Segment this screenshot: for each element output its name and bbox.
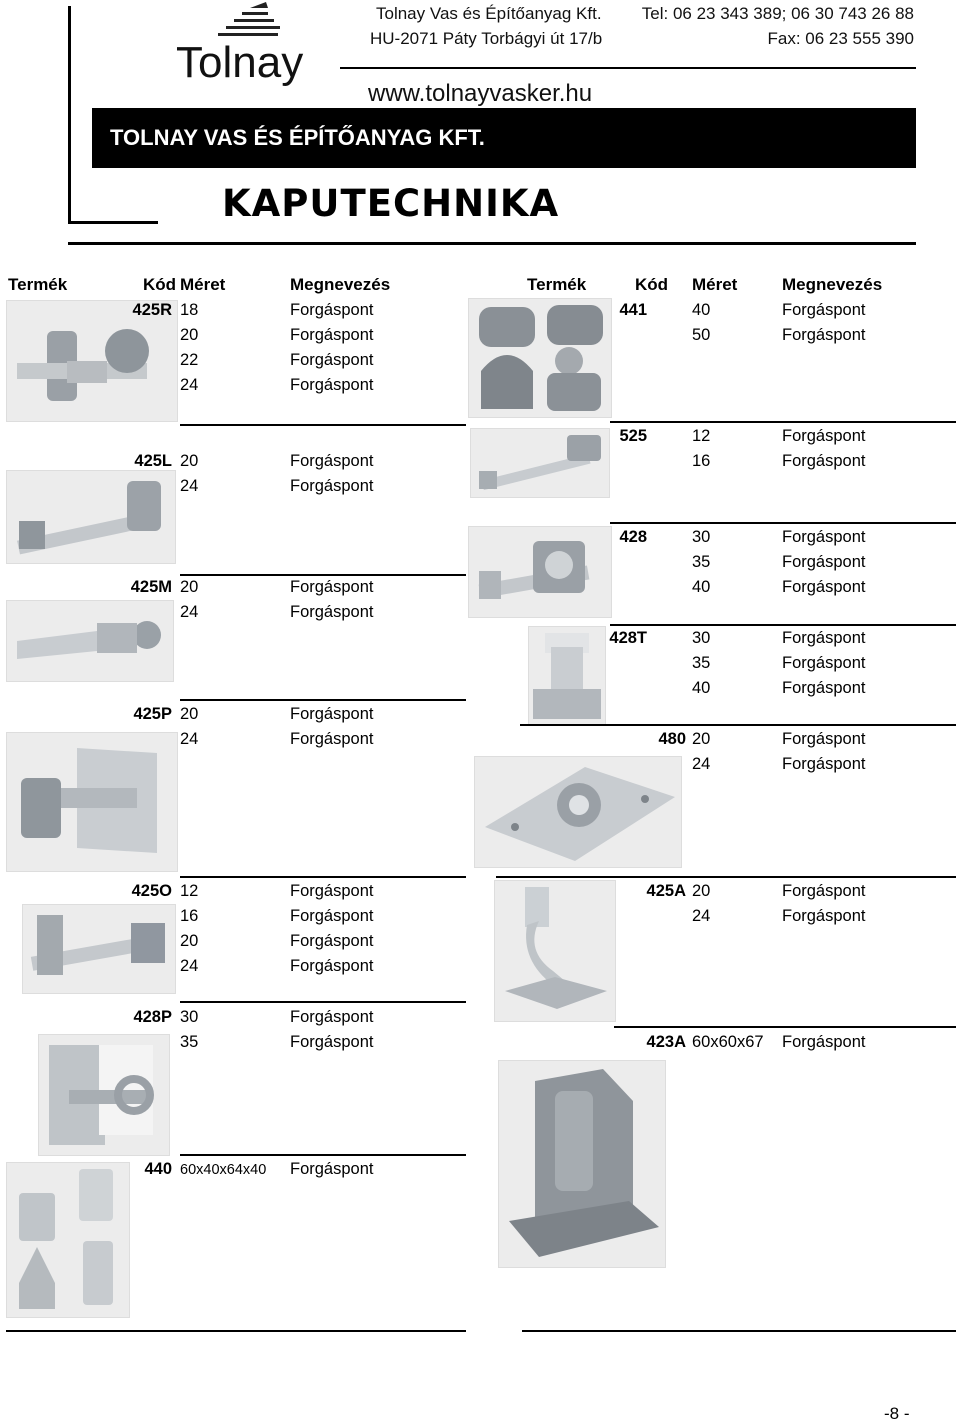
product-image-425L [6,470,176,564]
size-cell: 20 [180,932,199,950]
name-cell: Forgáspont [782,326,866,344]
col-header-size-right: Méret [692,275,738,294]
name-cell: Forgáspont [290,301,374,319]
row-divider [610,522,956,524]
name-cell: Forgáspont [290,1008,374,1026]
col-header-name-right: Megnevezés [782,275,883,294]
name-cell: Forgáspont [290,932,374,950]
category-title: KAPUTECHNIKA [222,182,560,225]
name-cell: Forgáspont [782,301,866,319]
name-cell: Forgáspont [290,907,374,925]
product-code-428: 428 [619,528,647,546]
product-image-423A [498,1060,666,1268]
product-image-425O [22,904,176,994]
row-divider [610,421,956,423]
fax-number: Fax: 06 23 555 390 [767,29,914,48]
size-cell: 30 [692,528,711,546]
name-cell: Forgáspont [782,578,866,596]
name-cell: Forgáspont [782,452,866,470]
company-name: Tolnay Vas és Építőanyag Kft. [376,4,602,23]
col-header-code-right: Kód [635,275,669,294]
product-image-425P [6,732,178,872]
name-cell: Forgáspont [782,654,866,672]
name-cell: Forgáspont [782,629,866,647]
header-divider [340,67,916,69]
size-cell: 20 [692,882,711,900]
row-divider [6,1330,466,1332]
size-cell: 24 [180,376,199,394]
size-cell: 20 [180,326,199,344]
page-number: -8 - [884,1404,910,1423]
website-link[interactable]: www.tolnayvasker.hu [368,80,593,107]
category-underline [68,242,916,245]
size-cell: 20 [692,730,711,748]
frame-left-border [68,6,71,224]
col-header-name: Megnevezés [290,275,391,294]
size-cell: 35 [692,553,711,571]
phone-number: Tel: 06 23 343 389; 06 30 743 26 88 [641,4,914,23]
name-cell: Forgáspont [290,351,374,369]
product-image-428P [38,1034,170,1156]
size-cell: 24 [180,730,199,748]
company-logo [172,0,342,86]
size-cell: 12 [692,427,711,445]
size-cell: 35 [180,1033,199,1051]
name-cell: Forgáspont [782,1033,866,1051]
size-cell: 40 [692,301,711,319]
product-image-425A [494,880,616,1022]
size-cell: 24 [180,477,199,495]
name-cell: Forgáspont [290,730,374,748]
row-divider [522,1330,956,1332]
product-code-428T: 428T [609,629,647,647]
name-cell: Forgáspont [782,907,866,925]
col-header-product-right: Termék [527,275,587,294]
size-cell: 22 [180,351,199,369]
size-cell: 20 [180,705,199,723]
size-cell: 20 [180,452,199,470]
product-code-440: 440 [144,1160,172,1178]
size-cell: 24 [692,755,711,773]
name-cell: Forgáspont [782,679,866,697]
name-cell: Forgáspont [290,957,374,975]
product-code-423A: 423A [646,1033,686,1051]
product-image-425M [6,600,174,682]
product-code-525: 525 [619,427,647,445]
name-cell: Forgáspont [290,477,374,495]
col-header-product: Termék [8,275,68,294]
company-banner [92,108,916,168]
row-divider [180,574,466,576]
product-code-425A: 425A [646,882,686,900]
size-cell: 20 [180,578,199,596]
col-header-size: Méret [180,275,226,294]
size-cell: 16 [180,907,199,925]
product-code-425P: 425P [133,705,172,723]
name-cell: Forgáspont [290,882,374,900]
row-divider [180,1154,466,1156]
logo-text: Tolnay [176,38,304,87]
col-header-code: Kód [143,275,177,294]
product-code-425M: 425M [130,578,172,596]
product-code-480: 480 [658,730,686,748]
size-cell: 40 [692,578,711,596]
name-cell: Forgáspont [290,603,374,621]
banner-text: TOLNAY VAS ÉS ÉPÍTŐANYAG KFT. [110,125,485,150]
name-cell: Forgáspont [782,528,866,546]
name-cell: Forgáspont [782,882,866,900]
product-image-440 [6,1162,130,1318]
name-cell: Forgáspont [290,1160,374,1178]
size-cell: 24 [180,957,199,975]
size-cell: 24 [180,603,199,621]
size-cell: 60x40x64x40 [180,1162,267,1178]
size-cell: 24 [692,907,711,925]
row-divider [180,699,466,701]
frame-bottom-border [68,221,158,224]
name-cell: Forgáspont [290,578,374,596]
row-divider [496,876,956,878]
name-cell: Forgáspont [782,553,866,571]
size-cell: 30 [180,1008,199,1026]
name-cell: Forgáspont [782,730,866,748]
address: HU-2071 Páty Torbágyi út 17/b [370,29,603,48]
product-code-425R: 425R [132,301,172,319]
row-divider [610,624,956,626]
size-cell: 30 [692,629,711,647]
size-cell: 60x60x67 [692,1033,764,1051]
row-divider [180,1001,466,1003]
size-cell: 35 [692,654,711,672]
product-code-428P: 428P [133,1008,172,1026]
name-cell: Forgáspont [290,452,374,470]
row-divider [614,1026,956,1028]
name-cell: Forgáspont [782,427,866,445]
product-code-425L: 425L [134,452,172,470]
product-code-425O: 425O [131,882,172,900]
size-cell: 18 [180,301,199,319]
name-cell: Forgáspont [290,376,374,394]
product-code-441: 441 [619,301,647,319]
size-cell: 16 [692,452,711,470]
row-divider [180,424,466,426]
row-divider [520,724,956,726]
size-cell: 40 [692,679,711,697]
name-cell: Forgáspont [290,705,374,723]
name-cell: Forgáspont [782,755,866,773]
size-cell: 12 [180,882,199,900]
size-cell: 50 [692,326,711,344]
name-cell: Forgáspont [290,326,374,344]
product-image-480 [474,756,682,868]
name-cell: Forgáspont [290,1033,374,1051]
row-divider [180,876,466,878]
